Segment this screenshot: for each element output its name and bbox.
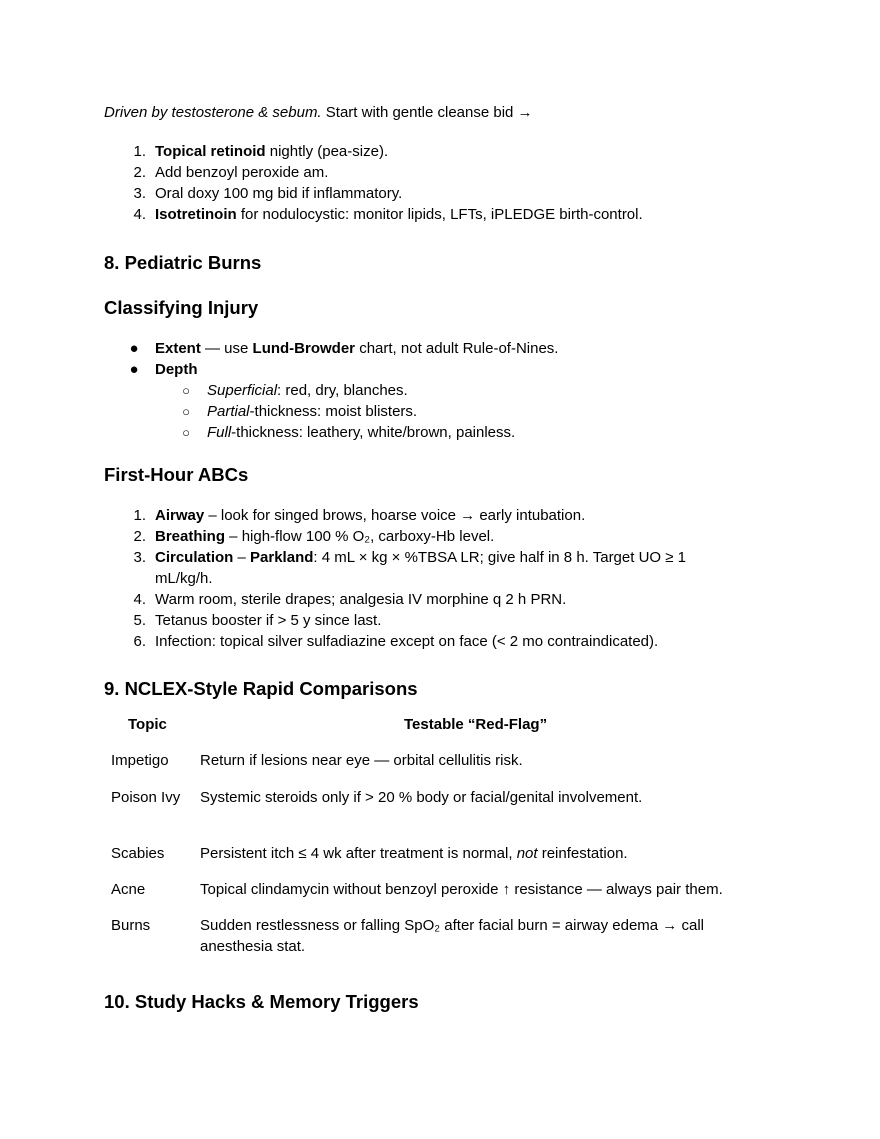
section-heading-nclex: 9. NCLEX-Style Rapid Comparisons bbox=[104, 678, 418, 699]
list-number: 2. bbox=[133, 528, 146, 545]
abc-text: Infection: topical silver sulfadiazine except on face (< 2 mo contraindicated). bbox=[155, 633, 659, 650]
extent-label: Extent bbox=[155, 340, 201, 357]
acne-intro-italic: Driven by testosterone & sebum. bbox=[104, 104, 322, 121]
table-cell-topic: Acne bbox=[111, 881, 146, 898]
list-number: 1. bbox=[133, 143, 146, 160]
flag-text: Persistent itch ≤ 4 wk after treatment is normal, bbox=[200, 845, 517, 862]
depth-term: Partial bbox=[207, 403, 250, 420]
depth-text: -thickness: leathery, white/brown, painless. bbox=[231, 424, 516, 441]
lund-browder-label: Lund-Browder bbox=[252, 340, 356, 357]
hollow-bullet-icon: ○ bbox=[182, 425, 190, 440]
parkland-label: Parkland bbox=[250, 549, 314, 566]
hollow-bullet-icon: ○ bbox=[182, 404, 190, 419]
list-number: 4. bbox=[133, 206, 146, 223]
table-cell-topic: Impetigo bbox=[111, 752, 169, 769]
abc-text: Warm room, sterile drapes; analgesia IV morphine q 2 h PRN. bbox=[155, 591, 567, 608]
table-cell-flag: Topical clindamycin without benzoyl peroxide ↑ resistance — always pair them. bbox=[200, 881, 723, 898]
acne-intro bbox=[104, 103, 533, 123]
step-bold: Isotretinoin bbox=[155, 206, 237, 223]
table-cell-flag: Sudden restlessness or falling SpO₂ after facial burn = airway edema → call anesthesia stat. bbox=[200, 917, 704, 955]
abc-text: : 4 mL × kg × %TBSA LR; give half in 8 h. Target UO ≥ 1 mL/kg/h. bbox=[155, 549, 686, 587]
step-text: Add benzoyl peroxide am. bbox=[155, 164, 329, 181]
section-heading-burns: 8. Pediatric Burns bbox=[104, 252, 262, 273]
table-header-topic: Topic bbox=[128, 716, 167, 733]
abc-sep: – bbox=[233, 549, 251, 566]
step-text: Oral doxy 100 mg bid if inflammatory. bbox=[155, 185, 403, 202]
list-number: 6. bbox=[133, 633, 146, 650]
list-number: 1. bbox=[133, 507, 146, 524]
list-number: 4. bbox=[133, 591, 146, 608]
step-text: for nodulocystic: monitor lipids, LFTs, iPLEDGE birth-control. bbox=[236, 206, 643, 223]
step-text: nightly (pea-size). bbox=[265, 143, 389, 160]
list-number: 5. bbox=[133, 612, 146, 629]
subheading-classifying-injury: Classifying Injury bbox=[104, 297, 259, 318]
table-cell-topic: Burns bbox=[111, 917, 151, 934]
depth-term: Full bbox=[207, 424, 232, 441]
table-cell-topic: Poison Ivy bbox=[111, 789, 181, 806]
step-bold: Topical retinoid bbox=[155, 143, 266, 160]
extent-sep: — use bbox=[200, 340, 253, 357]
flag-text: reinfestation. bbox=[537, 845, 628, 862]
abc-bold: Breathing bbox=[155, 528, 226, 545]
table-cell-flag bbox=[200, 845, 628, 862]
list-number: 3. bbox=[133, 549, 146, 566]
table-cell-topic: Scabies bbox=[111, 845, 165, 862]
depth-text: : red, dry, blanches. bbox=[277, 382, 408, 399]
abc-text: – high-flow 100 % O₂, carboxy-Hb level. bbox=[225, 528, 495, 545]
extent-text: chart, not adult Rule-of-Nines. bbox=[355, 340, 559, 357]
abc-text: Tetanus booster if > 5 y since last. bbox=[155, 612, 382, 629]
flag-italic: not bbox=[516, 845, 538, 862]
list-number: 2. bbox=[133, 164, 146, 181]
depth-text: -thickness: moist blisters. bbox=[249, 403, 418, 420]
table-cell-flag: Return if lesions near eye — orbital cellulitis risk. bbox=[200, 752, 523, 769]
depth-label: Depth bbox=[155, 361, 198, 378]
bullet-icon: ● bbox=[129, 361, 139, 378]
bullet-icon: ● bbox=[129, 340, 139, 357]
table-header-red-flag: Testable “Red-Flag” bbox=[404, 716, 548, 733]
section-heading-study-hacks: 10. Study Hacks & Memory Triggers bbox=[104, 991, 419, 1012]
hollow-bullet-icon: ○ bbox=[182, 383, 190, 398]
abc-bold: Circulation bbox=[155, 549, 234, 566]
abc-bold: Airway bbox=[155, 507, 205, 524]
depth-term: Superficial bbox=[207, 382, 278, 399]
abc-text: – look for singed brows, hoarse voice → early intubation. bbox=[204, 507, 586, 524]
table-cell-flag: Systemic steroids only if > 20 % body or facial/genital involvement. bbox=[200, 789, 643, 806]
acne-intro-rest: Start with gentle cleanse bid → bbox=[321, 104, 533, 121]
list-number: 3. bbox=[133, 185, 146, 202]
subheading-first-hour-abcs: First-Hour ABCs bbox=[104, 464, 249, 485]
